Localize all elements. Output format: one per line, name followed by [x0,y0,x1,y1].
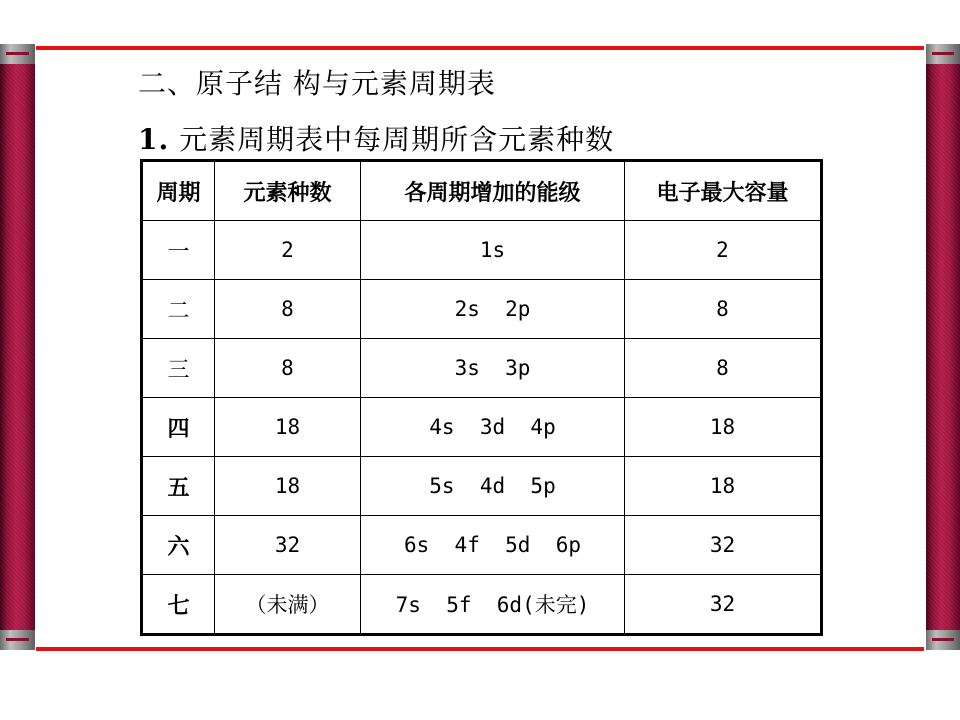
top-red-rule [36,46,924,50]
capacity-cell: 32 [625,516,822,575]
period-cell: 一 [142,221,215,280]
column-header-count: 元素种数 [215,161,361,221]
capacity-cell: 18 [625,457,822,516]
scroll-body [0,64,35,630]
capacity-cell: 8 [625,280,822,339]
period-cell: 三 [142,339,215,398]
levels-cell: 2s 2p [361,280,625,339]
scroll-cap-bottom [926,630,960,650]
levels-cell: 7s 5f 6d(未完) [361,575,625,635]
bottom-red-rule [36,647,924,651]
section-heading: 二、原子结 构与元素周期表 [138,67,496,100]
table-row [142,398,822,457]
levels-cell: 3s 3p [361,339,625,398]
count-cell: 18 [215,457,361,516]
period-cell: 四 [142,398,215,457]
count-cell: （未满） [215,575,361,635]
table-row [142,339,822,398]
table-row [142,280,822,339]
period-cell: 六 [142,516,215,575]
periodic-period-table [140,159,823,636]
subsection-separator: . [158,123,170,156]
period-cell: 五 [142,457,215,516]
count-cell: 18 [215,398,361,457]
scroll-cap-top [926,44,960,64]
period-cell: 七 [142,575,215,635]
column-header-capacity: 电子最大容量 [625,161,822,221]
count-cell: 8 [215,339,361,398]
table-row [142,516,822,575]
capacity-cell: 2 [625,221,822,280]
capacity-cell: 18 [625,398,822,457]
capacity-cell: 8 [625,339,822,398]
subsection-number: 1 [138,123,159,156]
count-cell: 2 [215,221,361,280]
count-cell: 32 [215,516,361,575]
subsection-text: 元素周期表中每周期所含元素种数 [179,123,615,156]
table-header-row [142,161,822,221]
subsection-heading [138,118,614,158]
table-row [142,457,822,516]
levels-cell: 1s [361,221,625,280]
levels-cell: 6s 4f 5d 6p [361,516,625,575]
scroll-cap-top [0,44,35,64]
right-scroll-decoration [926,44,960,650]
count-cell: 8 [215,280,361,339]
left-scroll-decoration [0,44,35,650]
scroll-body [926,64,960,630]
capacity-cell: 32 [625,575,822,635]
levels-cell: 5s 4d 5p [361,457,625,516]
period-cell: 二 [142,280,215,339]
scroll-cap-bottom [0,630,35,650]
levels-cell: 4s 3d 4p [361,398,625,457]
column-header-period: 周期 [142,161,215,221]
table-row [142,575,822,635]
column-header-levels: 各周期增加的能级 [361,161,625,221]
table-row [142,221,822,280]
